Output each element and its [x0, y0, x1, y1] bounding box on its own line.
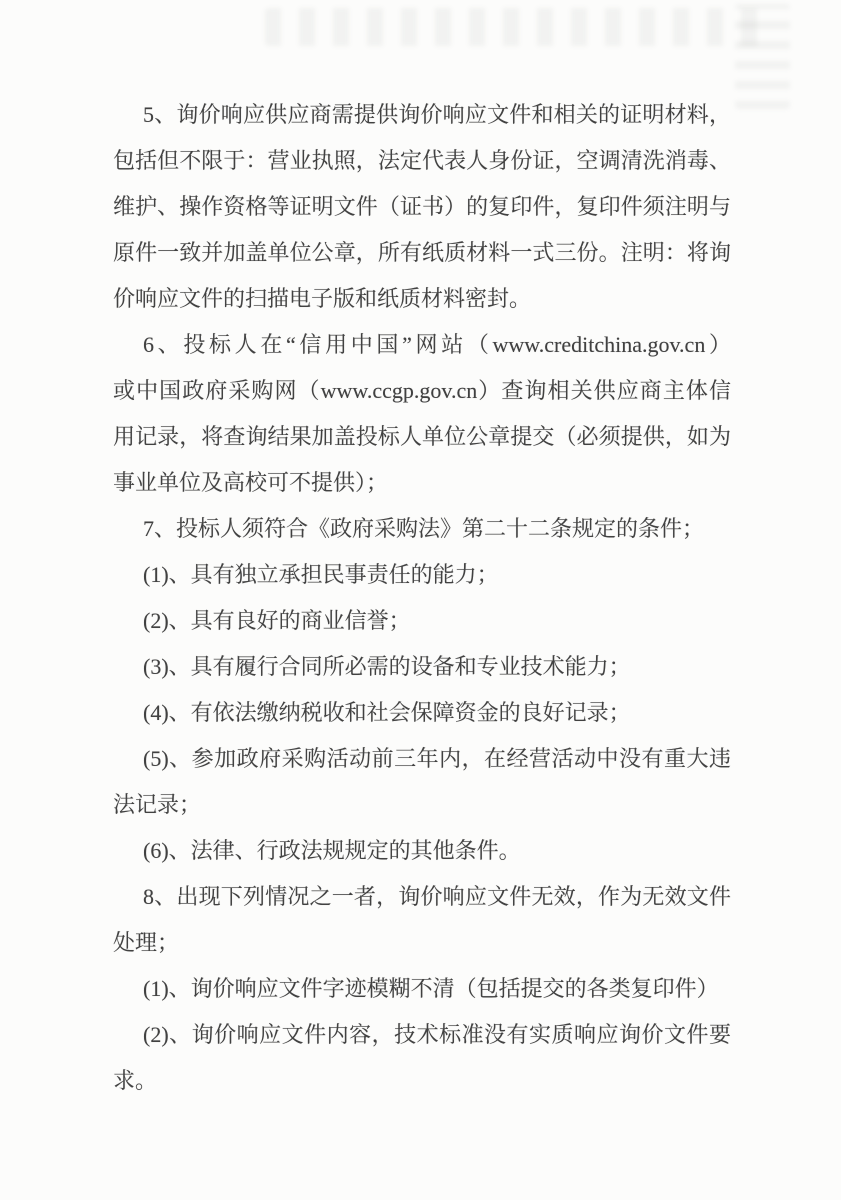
text-line: 法记录； [113, 792, 202, 817]
text-line: 事业单位及高校可不提供）； [113, 470, 389, 495]
text-line: 8、出现下列情况之一者，询价响应文件无效，作为无效文件 [143, 884, 731, 909]
scan-bleed-artifact-right [735, 4, 790, 109]
text-line: (2)、具有良好的商业信誉； [143, 608, 411, 633]
text-line: 求。 [113, 1068, 158, 1093]
text-line: 6、投标人在“信用中国”网站（www.creditchina.gov.cn） [143, 332, 731, 357]
text-line: 7、投标人须符合《政府采购法》第二十二条规定的条件； [143, 516, 705, 541]
text-line: (1)、具有独立承担民事责任的能力； [143, 562, 499, 587]
text-line: (2)、询价响应文件内容，技术标准没有实质响应询价文件要 [143, 1022, 731, 1047]
text-line: 或中国政府采购网（www.ccgp.gov.cn）查询相关供应商主体信 [113, 378, 731, 403]
text-line: (6)、法律、行政法规规定的其他条件。 [143, 838, 521, 863]
text-line: 用记录，将查询结果加盖投标人单位公章提交（必须提供，如为 [113, 424, 731, 449]
text-line: (3)、具有履行合同所必需的设备和专业技术能力； [143, 654, 631, 679]
text-line: 包括但不限于：营业执照，法定代表人身份证，空调清洗消毒、 [113, 148, 731, 173]
text-line: (4)、有依法缴纳税收和社会保障资金的良好记录； [143, 700, 631, 725]
document-body [113, 92, 731, 1104]
scan-bleed-artifact-top [265, 8, 770, 46]
text-line: 价响应文件的扫描电子版和纸质材料密封。 [113, 286, 532, 311]
text-line: (5)、参加政府采购活动前三年内，在经营活动中没有重大违 [143, 746, 731, 771]
text-line: (1)、询价响应文件字迹模糊不清（包括提交的各类复印件） [143, 976, 719, 1001]
text-line: 5、询价响应供应商需提供询价响应文件和相关的证明材料， [143, 102, 731, 127]
text-line: 原件一致并加盖单位公章，所有纸质材料一式三份。注明：将询 [113, 240, 731, 265]
text-line: 处理； [113, 930, 180, 955]
text-line: 维护、操作资格等证明文件（证书）的复印件，复印件须注明与 [113, 194, 731, 219]
